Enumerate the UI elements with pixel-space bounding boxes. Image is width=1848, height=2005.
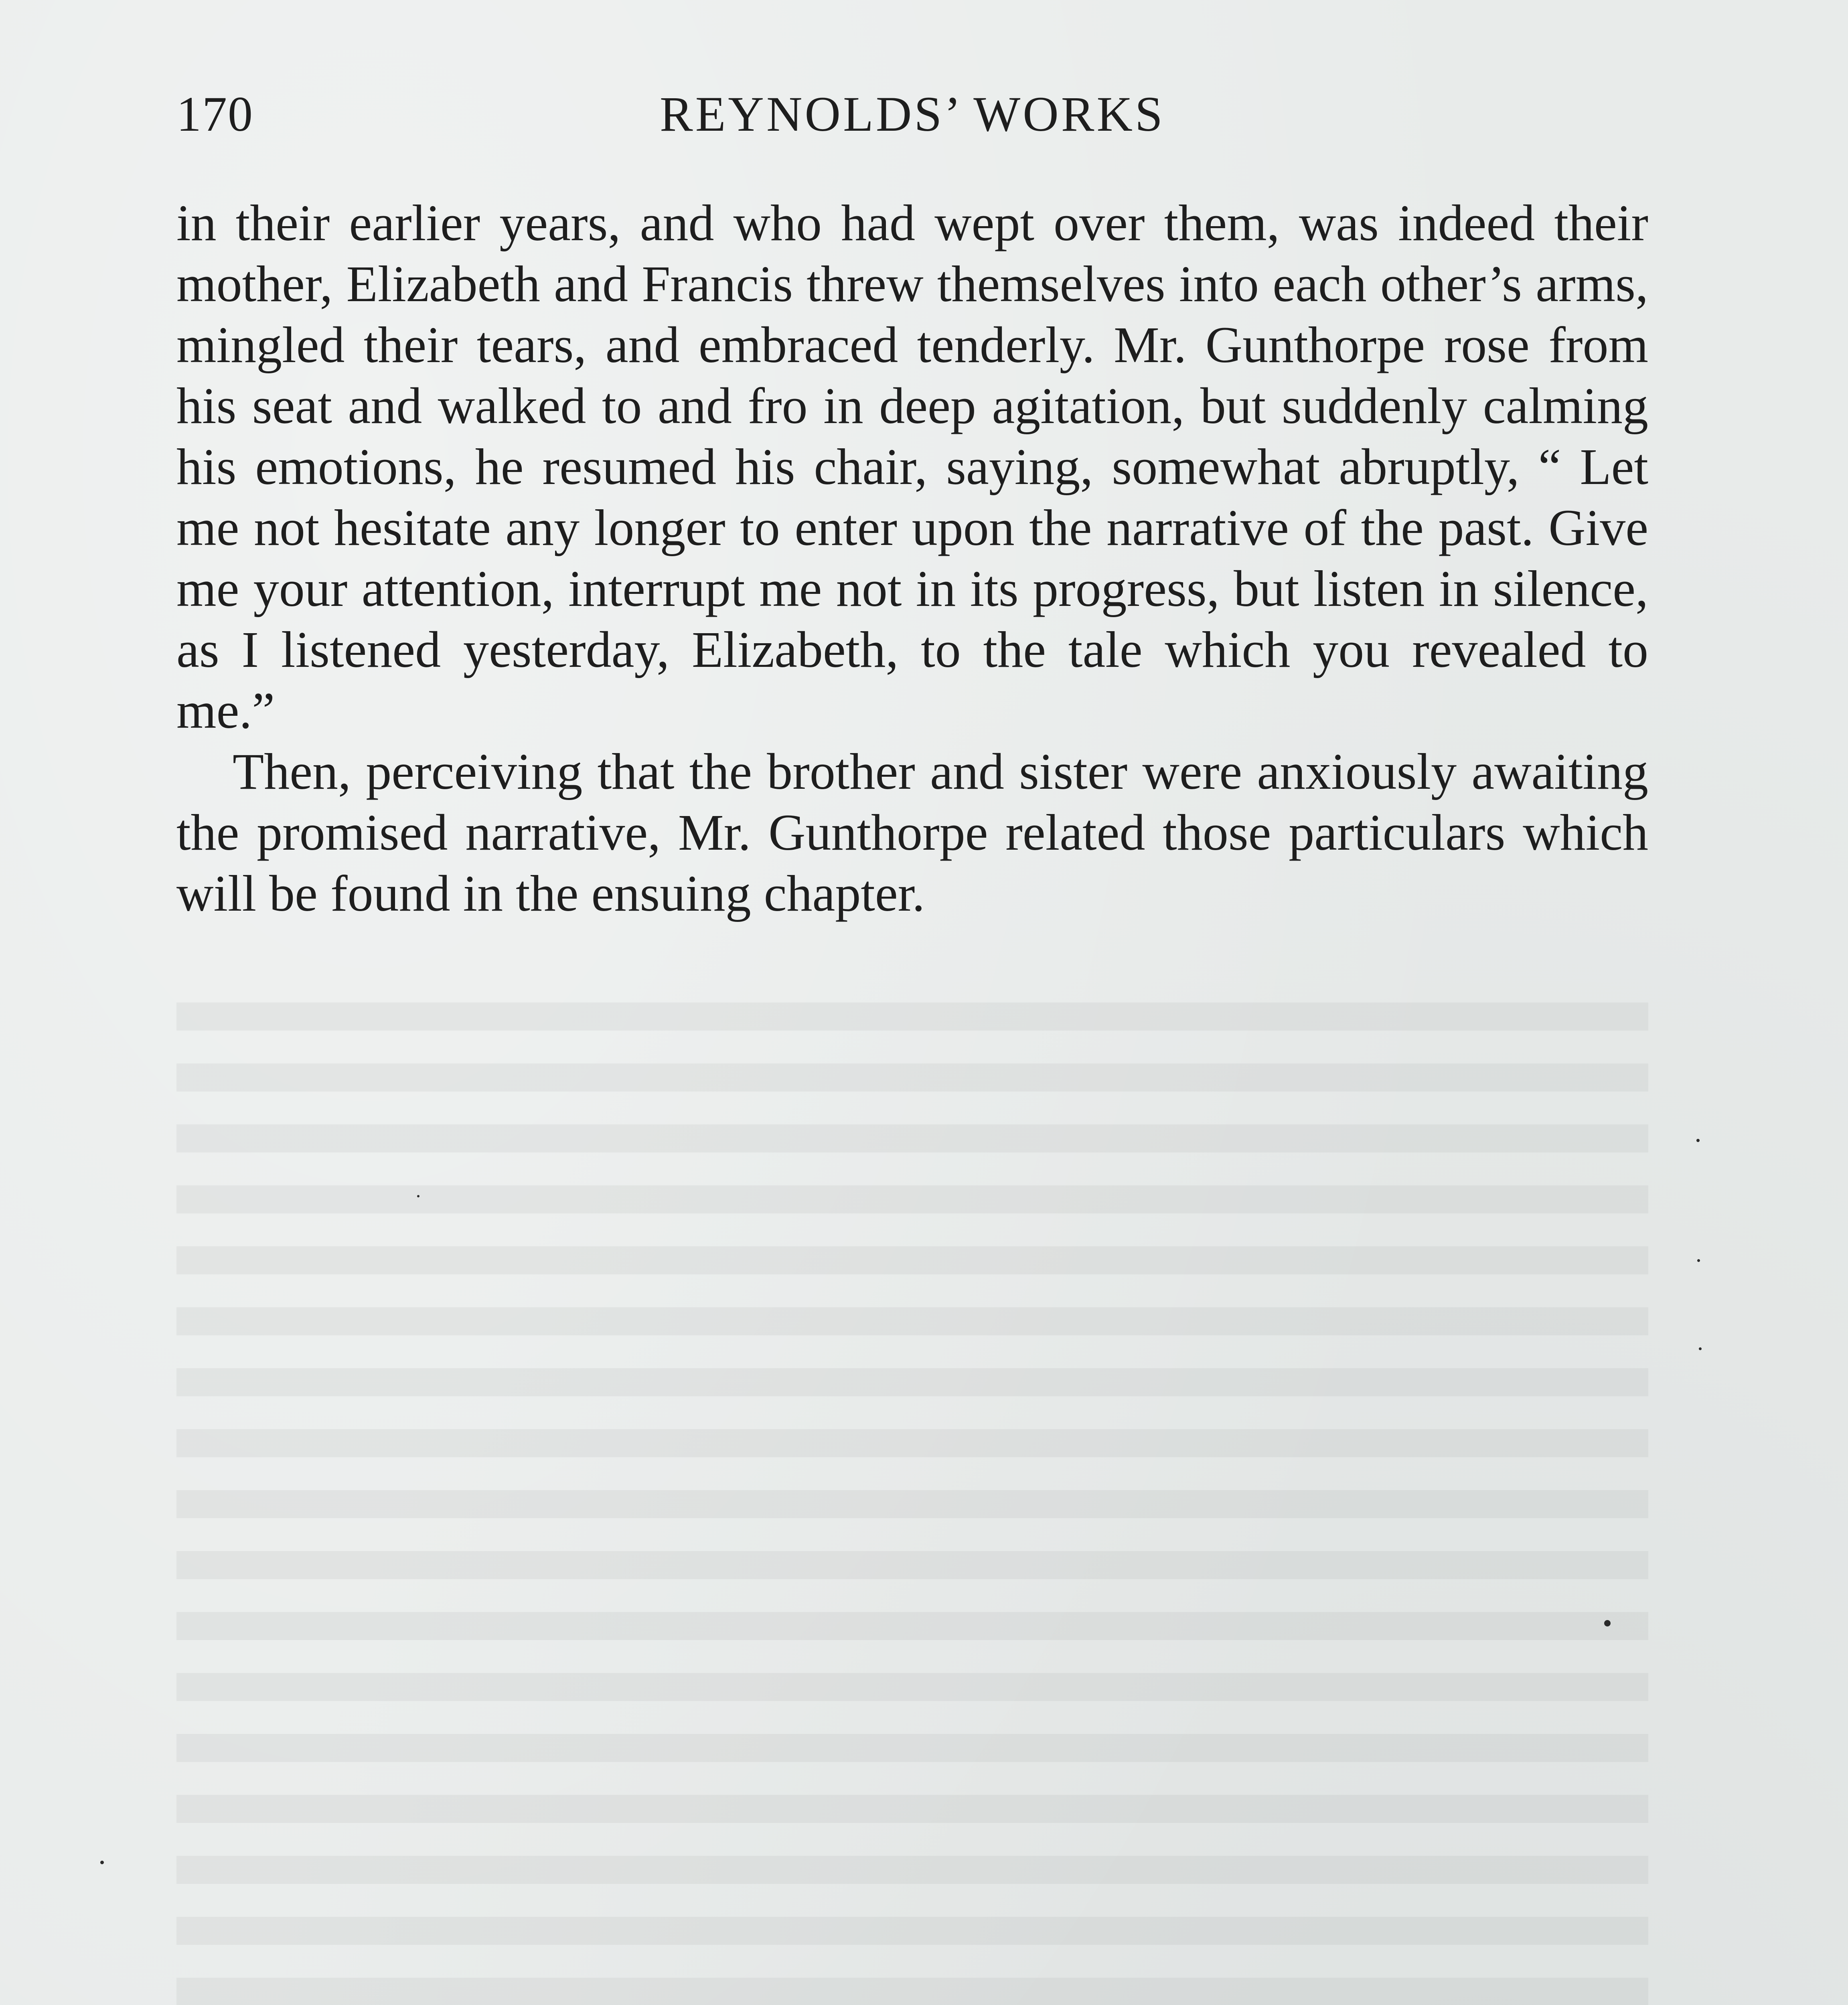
paragraph-2: Then, perceiving that the brother and sister were anxiously awaiting the promised narrative, Mr. Gunthorpe related those particulars which will be found in the ensuing chapter. xyxy=(176,743,1648,922)
paper-speck xyxy=(417,1195,419,1197)
running-head: REYNOLDS’ WORKS xyxy=(659,87,1165,142)
bleed-through-texture xyxy=(176,1003,1648,2005)
paper-speck xyxy=(100,1861,104,1864)
page-number: 170 xyxy=(176,87,253,142)
paper-speck xyxy=(1604,1620,1611,1626)
paragraph-1: in their earlier years, and who had wept over them, was indeed their mother, Elizabeth and Francis threw themselves into each other’s arms, mingled their tears, and embraced tenderly. Mr. Gunthorpe rose from his seat and walked to and fro in deep agitation, but suddenly calming his emotions, he resumed his chair, saying, somewhat abruptly, “ Let me not hesitate any longer to enter upon the narrative of the past. Give me your attention, interrupt me not in its progress, but listen in silence, as I listened yesterday, Elizabeth, to the tale which you revealed to me.” xyxy=(176,194,1648,739)
body-text xyxy=(176,192,1648,924)
page-header xyxy=(176,84,1648,144)
paper-speck xyxy=(1699,1347,1702,1350)
paper-speck xyxy=(1697,1259,1700,1262)
paper-speck xyxy=(1696,1139,1700,1142)
